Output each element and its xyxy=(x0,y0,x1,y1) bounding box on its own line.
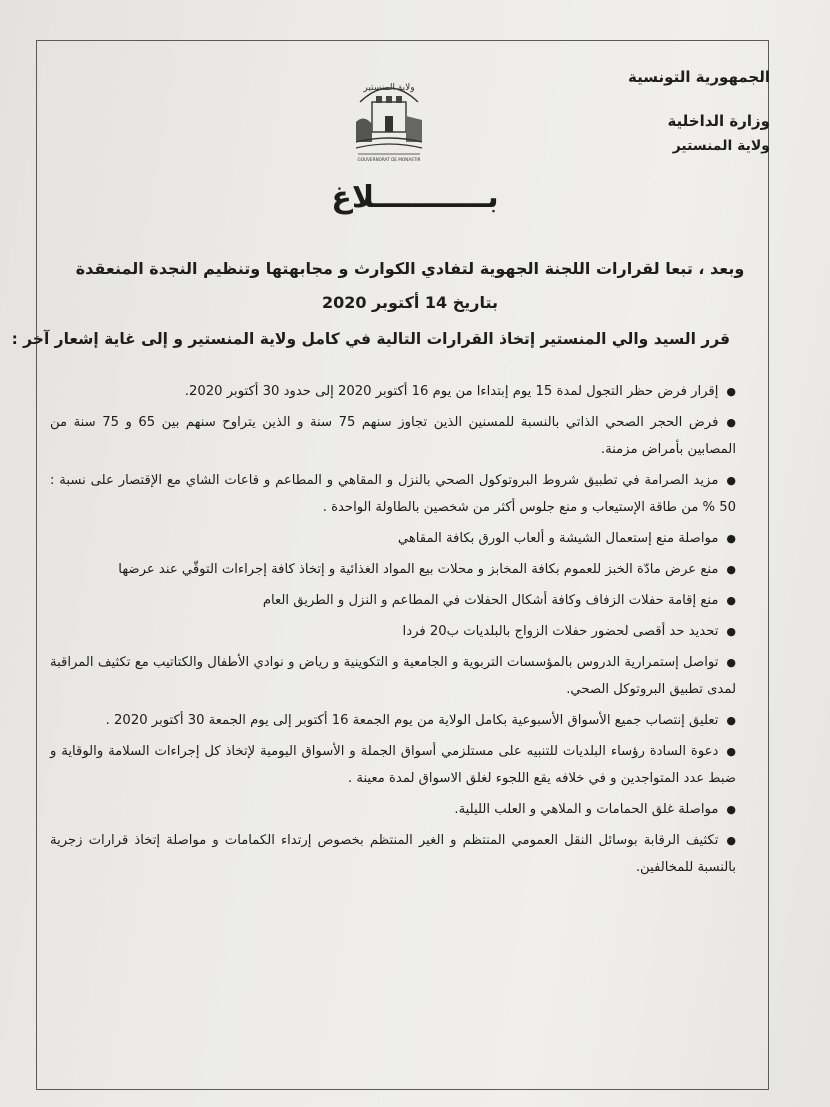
letterhead xyxy=(570,68,770,154)
list-item: ●دعوة السادة رؤساء البلديات للتنبيه على مستلزمي أسواق الجملة و الأسواق اليومية لإتخاذ كل إجراءات السلامة والوقاية و ضبط عدد المتواجدين و في خلافه يقع اللجوء لغلق الاسواق لمدة معينة . xyxy=(50,738,736,792)
decision-statement: قرر السيد والي المنستير إتخاذ القرارات التالية في كامل ولاية المنستير و إلى غاية إشعار آخر : xyxy=(11,330,730,348)
list-item: ●تكثيف الرقابة بوسائل النقل العمومي المنتظم و الغير المنتظم بخصوص إرتداء الكمامات و مواصلة إتخاذ قرارات زجرية بالنسبة للمخالفين. xyxy=(50,827,736,881)
bullet-icon: ● xyxy=(726,563,736,576)
republic-name: الجمهورية التونسية xyxy=(628,68,770,86)
bullet-icon: ● xyxy=(726,594,736,607)
seal-latin-text: GOUVERNORAT DE MONASTIR xyxy=(357,157,421,162)
governorate-seal-icon xyxy=(346,72,432,164)
governorate-name: ولاية المنستير xyxy=(672,138,770,154)
bullet-icon: ● xyxy=(726,834,736,847)
bullet-icon: ● xyxy=(726,714,736,727)
list-item: ●تعليق إنتصاب جميع الأسواق الأسبوعية بكامل الولاية من يوم الجمعة 16 أكتوبر إلى يوم الجمعة 30 أكتوبر 2020 . xyxy=(50,707,736,734)
list-item: ●فرض الحجر الصحي الذاتي بالنسبة للمسنين الذين تجاوز سنهم 75 سنة و الذين يتراوح سنهم بين 65 و 75 سنة من المصابين بأمراض مزمنة. xyxy=(50,409,736,463)
list-item: ●إقرار فرض حظر التجول لمدة 15 يوم إبتداءا من يوم 16 أكتوبر 2020 إلى حدود 30 أكتوبر 2020. xyxy=(50,378,736,405)
bullet-icon: ● xyxy=(726,416,736,429)
list-item: ●منع إقامة حفلات الزفاف وكافة أشكال الحفلات في المطاعم و النزل و الطريق العام xyxy=(50,587,736,614)
bullet-icon: ● xyxy=(726,803,736,816)
list-item: ●مواصلة منع إستعمال الشيشة و ألعاب الورق بكافة المقاهي xyxy=(50,525,736,552)
list-item: ●مزيد الصرامة في تطبيق شروط البروتوكول الصحي بالنزل و المقاهي و المطاعم و قاعات الشاي مع الإقتصار على نسبة : 50 % من طاقة الإستيعاب و منع جلوس أكثر من شخصين بالطاولة الواحدة . xyxy=(50,467,736,521)
bullet-icon: ● xyxy=(726,745,736,758)
document-title: بـــــــــــلاغ xyxy=(331,180,499,215)
intro-line-2: بتاريخ 14 أكتوبر 2020 xyxy=(321,293,499,312)
seal-arabic-text: ولاية المنستير xyxy=(363,83,415,93)
bullet-icon: ● xyxy=(726,532,736,545)
bullet-icon: ● xyxy=(726,656,736,669)
bullet-icon: ● xyxy=(726,625,736,638)
ministry-name: وزارة الداخلية xyxy=(667,112,770,130)
intro-paragraph xyxy=(70,252,750,320)
list-item: ●تحديد حد أقصى لحضور حفلات الزواج بالبلديات ب20 فردا xyxy=(50,618,736,645)
bullet-icon: ● xyxy=(726,385,736,398)
intro-line-1: وبعد ، تبعا لقرارات اللجنة الجهوية لتفادي الكوارث و مجابهتها وتنظيم النجدة المنعقدة xyxy=(75,259,745,278)
list-item: ●مواصلة غلق الحمامات و الملاهي و العلب الليلية. xyxy=(50,796,736,823)
list-item: ●منع عرض مادّة الخبز للعموم بكافة المخابز و محلات بيع المواد الغذائية و إتخاذ كافة إجراءات التوقّي عند عرضها xyxy=(50,556,736,583)
bullet-icon: ● xyxy=(726,474,736,487)
list-item: ●تواصل إستمرارية الدروس بالمؤسسات التربوية و الجامعية و التكوينية و رياض و نوادي الأطفال والكتاتيب مع تكثيف المراقبة لمدى تطبيق البروتوكل الصحي. xyxy=(50,649,736,703)
decisions-list xyxy=(50,378,736,885)
